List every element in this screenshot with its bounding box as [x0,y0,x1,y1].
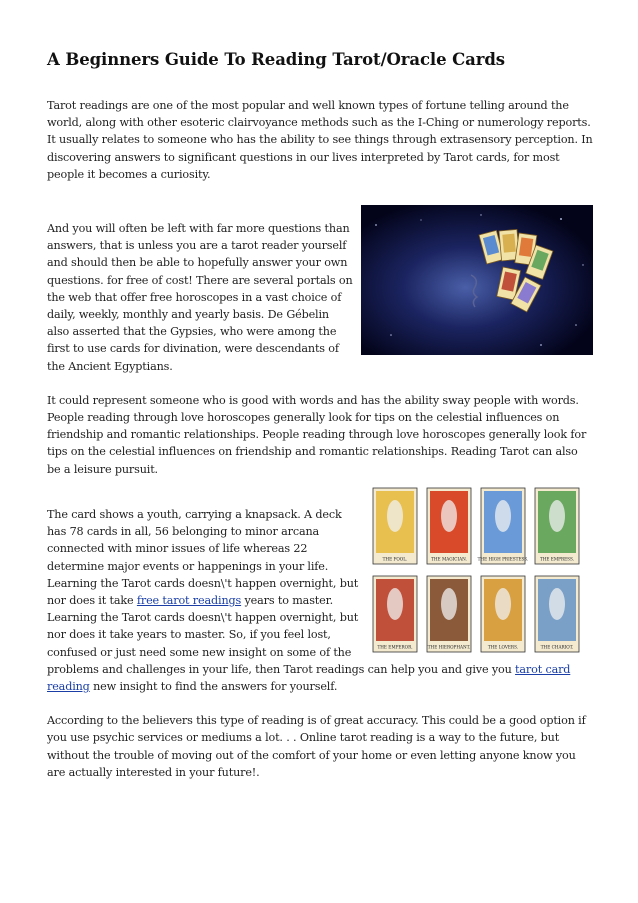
section-3-paragraph-2: According to the believers this type of reading is of great accuracy. This could be a good option if you use psychic services or mediums a lot. . . Online tarot reading is a way to the future, but without the trouble of moving out of the comfort of your home or even letting anyone know you are actually interested in your future!. [47,714,586,779]
moon-tarot-image [361,205,593,355]
tarot-card [535,576,579,652]
intro-paragraph: Tarot readings are one of the most popular and well known types of fortune telling around the world, along with other esoteric clairvoyance methods such as the I-Ching or numerology reports. It usually relates to someone who has the ability to see things through extrasensory perception. In discovering answers to significant questions in our lives interpreted by Tarot cards, for most people it becomes a curiosity. [47,99,593,181]
tarot-card-label: THE EMPRESS. [539,556,575,562]
tarot-card-label: THE HIEROPHANT. [427,644,471,650]
section-3-text-a: The card shows a youth, carrying a knapsack. A deck has 78 cards in all, 56 belonging to minor arcana connected with minor issues of life whereas 22 determine major events or happenings in your life. Learning the Tarot cards doesn\'t happen overnight, but nor does it take [47,508,359,608]
section-2 [47,220,593,478]
tarot-card-label: THE CHARIOT. [540,644,574,650]
tarot-card-label: THE EMPEROR. [377,644,413,650]
section-3-text-b: years to master. Learning the Tarot cards doesn\'t happen overnight, but nor does it take years to master. So, if you feel lost, confused or just need some new insight on some of the problems and challenges in your life, then Tarot readings can help you and give you [47,594,516,676]
tarot-card [535,488,579,564]
section-3 [47,506,593,781]
tarot-card-label: THE LOVERS. [487,644,519,650]
free-tarot-readings-link[interactable]: free tarot readings [136,594,242,608]
tarot-cards-image [371,486,593,656]
section-2-paragraph-1: And you will often be left with far more questions than answers, that is unless you are a tarot reader yourself and should then be able to hopefully answer your own questions. for free of cost! There are several portals on the web that offer free horoscopes in a vast choice of daily, weekly, monthly and yearly basis. De Gébelin also asserted that the Gypsies, who were among the first to use cards for divination, were descendants of the Ancient Egyptians. [47,222,353,373]
section-3-text-c: new insight to find the answers for yourself. [89,680,338,694]
section-2-paragraph-2: It could represent someone who is good with words and has the ability sway people with words. People reading through love horoscopes generally look for tips on the celestial influences on friendship and romantic relationships. People reading through love horoscopes generally look for tips on the celestial influences on friendship and romantic relationships. Reading Tarot can also be a leisure pursuit. [47,393,587,476]
tarot-card [373,576,417,652]
tarot-card-reading-link[interactable]: tarot card reading [47,662,571,694]
tarot-card-label: THE FOOL. [382,556,408,562]
tarot-card [427,576,471,652]
tarot-card [481,576,525,652]
tarot-card [373,488,417,564]
tarot-card [478,488,529,564]
tarot-card-label: THE HIGH PRIESTESS. [477,556,529,562]
page-title: A Beginners Guide To Reading Tarot/Oracle Cards [47,50,505,69]
tarot-card-label: THE MAGICIAN. [431,556,467,562]
tarot-card [427,488,471,564]
